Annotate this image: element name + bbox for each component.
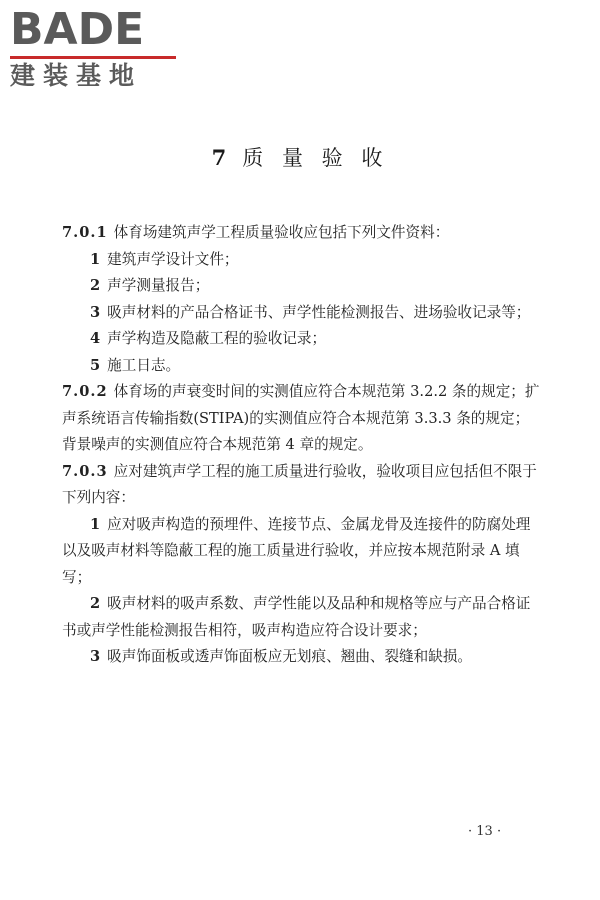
item-text: 吸声材料的产品合格证书、声学性能检测报告、进场验收记录等； — [107, 303, 531, 321]
clause-number: 7.0.1 — [62, 224, 108, 241]
item-number: 2 — [90, 595, 102, 612]
item-number: 1 — [90, 250, 102, 268]
chapter-number: 7 — [211, 145, 233, 170]
item-number: 2 — [90, 277, 102, 294]
item-number: 3 — [90, 303, 102, 321]
item-text: 声学测量报告； — [107, 277, 210, 294]
list-item — [62, 591, 542, 644]
clause-text: 体育场建筑声学工程质量验收应包括下列文件资料： — [113, 224, 450, 241]
chapter-title: 质 量 验 收 — [242, 146, 389, 170]
document-body — [62, 220, 542, 671]
list-item — [62, 512, 542, 592]
item-number: 5 — [90, 356, 102, 374]
brand-logo — [10, 6, 180, 90]
item-text: 吸声饰面板或透声饰面板应无划痕、翘曲、裂缝和缺损。 — [107, 648, 473, 665]
list-item — [62, 300, 542, 327]
clause-text: 体育场的声衰变时间的实测值应符合本规范第 3.2.2 条的规定；扩声系统语言传输指数(STIPA)的实测值应符合本规范第 3.3.3 条的规定；背景噪声的实测值应符合本规范第 4 章的规定。 — [62, 383, 540, 453]
logo-wordmark: BADE — [10, 4, 145, 55]
list-item — [62, 247, 542, 274]
item-text: 吸声材料的吸声系数、声学性能以及品种和规格等应与产品合格证书或声学性能检测报告相符，吸声构造应符合设计要求； — [62, 595, 531, 639]
list-item — [62, 353, 542, 380]
clause-number: 7.0.3 — [62, 462, 108, 480]
list-item — [62, 326, 542, 353]
item-number: 3 — [90, 648, 102, 665]
clause-7-0-1 — [62, 220, 542, 247]
clause-7-0-2 — [62, 379, 542, 459]
item-number: 1 — [90, 515, 102, 533]
page-number: · 13 · — [468, 824, 502, 839]
clause-7-0-3 — [62, 459, 542, 512]
logo-subtitle: 建装基地 — [10, 61, 143, 90]
clause-text: 应对建筑声学工程的施工质量进行验收，验收项目应包括但不限于下列内容： — [62, 462, 537, 506]
list-item — [62, 644, 542, 671]
item-text: 应对吸声构造的预埋件、连接节点、金属龙骨及连接件的防腐处理以及吸声材料等隐蔽工程的施工质量进行验收，并应按本规范附录 A 填写； — [62, 515, 531, 586]
item-text: 施工日志。 — [107, 356, 181, 374]
clause-number: 7.0.2 — [62, 383, 108, 400]
chapter-heading — [0, 143, 600, 173]
logo-divider — [10, 56, 176, 59]
item-text: 建筑声学设计文件； — [107, 250, 239, 268]
item-text: 声学构造及隐蔽工程的验收记录； — [107, 330, 327, 347]
list-item — [62, 273, 542, 300]
item-number: 4 — [90, 330, 102, 347]
